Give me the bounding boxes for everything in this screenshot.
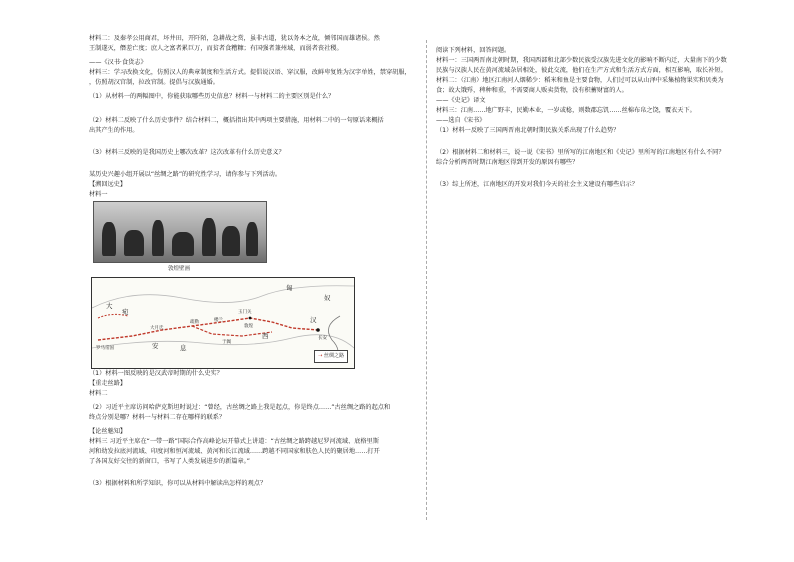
question-2-cont: 出其产生的作用。 [89,127,139,134]
map-legend: ⇢ 丝绸之路 [314,350,348,363]
text-line: 材料三：江南……地广野丰，民勤本业，一岁或稔，则数郡忘饥……丝棉布帛之饶，覆衣天下。 [436,107,696,114]
legend-label: 丝绸之路 [323,353,344,359]
instruction: 阅读下列材料，回答问题。 [436,47,511,54]
text-line: 材料三 习近平主席在“一带一路”国际合作高峰论坛开幕式上讲道：“古丝绸之路跨越尼罗河流域、底格里斯 [89,438,380,445]
section-heading: 【溯回远史】 [89,181,127,188]
source-citation: ——《史记》译文 [436,97,486,104]
map-label: 大月氏 [150,326,164,331]
map-label: 疏勒 [190,320,199,325]
text-line: 食；故大饿殍，稗种和重，不需要商人贩卖货物，没有积蓄财富的人。 [436,87,628,94]
question-1: （1）材料一图反映的是汉武帝时期的什么史实？ [89,370,223,377]
map-label: 楼兰 [214,318,223,323]
material-label: 材料一 [89,191,108,198]
map-label: 于阗 [222,340,231,345]
map-label: 长安 [318,336,327,341]
text-line: 材料三：学习改换文化，仿照汉人的典章制度和生活方式。提倡说汉语、穿汉服，改鲜卑复姓为汉字单姓，禁穿胡服， [89,69,411,76]
image-caption: 敦煌壁画 [167,266,190,272]
map-label: 安 [152,342,159,350]
text-line: 河和幼发拉底河流域、印度河和恒河流域、黄河和长江流域……跨越不同国家和肤色人民的聚居地……打开 [89,448,380,455]
question-2: （2）习近平主席访问哈萨克斯坦时说过：“曾经，古丝绸之路上我是起点，你是终点……”古丝绸之路的起点和 [89,404,391,411]
question-2-cont: 终点分别是哪？材料一与材料二存在哪样的联系？ [89,414,226,421]
text-line: 材料一：三国两晋南北朝时期，我国西部和北部少数民族受汉族先进文化的影响不断内迁，大量南下的少数 [436,57,727,64]
material-label: 材料二 [89,390,108,397]
question-3: （3）材料三反映的是我国历史上哪次改革？这次改革有什么历史意义？ [89,149,285,156]
column-divider [426,40,427,520]
text-line: ，仿照胡汉宫制，拉改官制。提倡与汉族通婚。 [89,79,219,86]
text-line: 材料二：（江南）地区江南河人烟稀少：稻米和鱼是主要食物，人们过可以从山泽中采集植物果实和贝类为 [436,77,724,84]
silk-road-map [91,277,355,369]
map-label: 罗马帝国 [96,346,114,351]
text-line: 材料二：及秦孝公用商君，坏井田，开阡陌，急耕战之赏，虽非古道，犹以务本之故，倾邻国而雄诸侯。然 [89,35,380,42]
question-1: （1）从材料一的两幅图中，你能获取哪些历史信息？材料一与材料二的主要区别是什么？ [89,93,335,100]
question-3: （3）根据材料和所学知识，你可以从材料中解读出怎样的观点？ [89,480,267,487]
map-label: 玉门关 [238,310,252,315]
question-1: （1）材料一反映了三国两晋南北朝时期民族关系出现了什么趋势？ [436,127,620,134]
source-citation: ——《汉书·食货志》 [89,59,147,66]
question-2: （2）根据材料二和材料三，说一说《宋书》里所写的江南地区和《史记》里所写的江南地区有什么不同？ [436,149,725,156]
map-label: 奴 [324,294,331,302]
right-column [436,46,756,190]
map-label: 大 [106,302,113,310]
question-2-cont: 综合分析两晋时期江南地区得到开发的原因有哪些？ [436,159,579,166]
map-label: 西 [262,332,269,340]
map-label: 宛 [122,308,129,316]
map-label: 匈 [286,284,293,292]
map-label: 息 [180,344,187,352]
text-line: 民族与汉族人民在黄河流域杂居相处，彼此交流，他们在生产方式和生活方式方面，相互影响，取长补短。 [436,67,727,74]
section-heading: 【重走丝路】 [89,380,127,387]
section-heading: 【论丝魅知】 [89,428,127,435]
dunhuang-mural-image [93,201,267,263]
left-column [89,34,415,489]
text-line: 了各国友好交往的新窗口，书写了人类发展进步的新篇章。” [89,458,250,465]
map-label: 敦煌 [244,324,253,329]
question-3: （3）综上所述，江南地区的开发对我们今天的社会主义建设有哪些启示？ [436,181,638,188]
task-intro: 某历史兴趣小组开展以“丝绸之路”的研究性学习，请你参与下列活动。 [89,171,282,178]
question-2: （2）材料二反映了什么历史事件？结合材料二，概括指出其中两项主要措施，用材料二中的一句原话来概括 [89,117,384,124]
source-citation: ——选自《宋书》 [436,117,486,124]
map-label: 汉 [310,316,317,324]
text-line: 王制遂灭，僭差亡度；庶人之富者累巨万，而贫者食糟糠；有国强者兼州域，而弱者丧社稷。 [89,45,343,52]
